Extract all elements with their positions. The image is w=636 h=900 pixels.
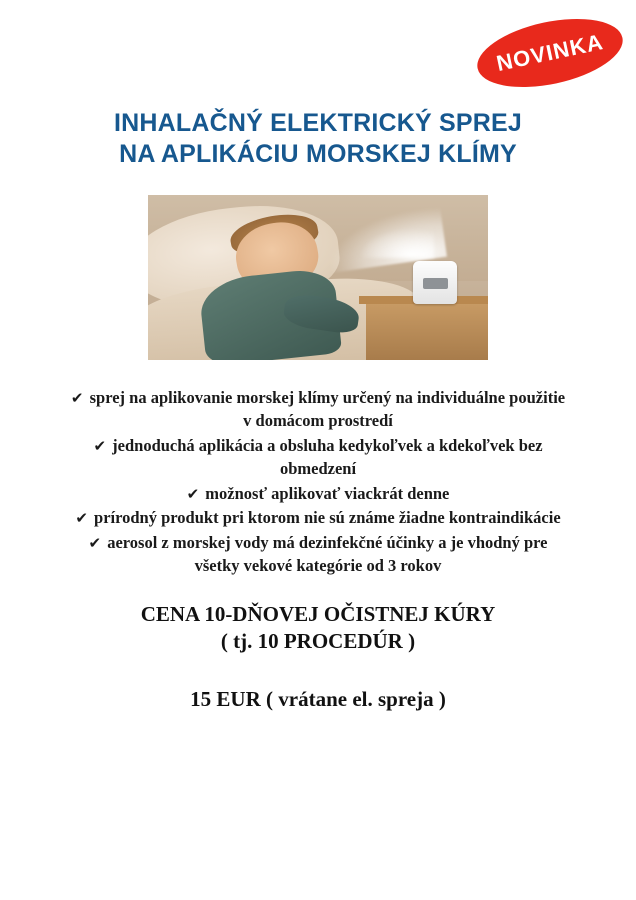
list-item-label: jednoduchá aplikácia a obsluha kedykoľvek a kdekoľvek bez obmedzení (112, 435, 543, 479)
check-icon: ✔ (93, 436, 107, 455)
check-icon: ✔ (75, 509, 88, 528)
list-item (68, 506, 568, 529)
price-block (38, 601, 598, 712)
product-photo (148, 195, 488, 360)
check-icon: ✔ (70, 389, 84, 407)
photo-inhaler-device (413, 261, 457, 304)
list-item (68, 386, 568, 433)
page-title-line-2: NA APLIKÁCIU MORSKEJ KLÍMY (119, 139, 517, 168)
list-item-label: možnosť aplikovať viackrát denne (205, 483, 450, 503)
photo-mist-core (359, 228, 434, 258)
price-subheading: ( tj. 10 PROCEDÚR ) (220, 629, 416, 654)
list-item (68, 434, 568, 481)
list-item-label: prírodný produkt pri ktorom nie sú známe žiadne kontraindikácie (94, 508, 561, 528)
check-icon: ✔ (88, 533, 102, 552)
price-heading: CENA 10-DŇOVEJ OČISTNEJ KÚRY (140, 602, 496, 627)
list-item (68, 482, 568, 505)
novinka-badge-label: NOVINKA (494, 29, 606, 77)
list-item (68, 531, 568, 578)
photo-nightstand (366, 304, 488, 360)
product-photo-image (148, 195, 488, 360)
check-icon: ✔ (186, 484, 200, 503)
feature-list (68, 386, 568, 577)
price-amount: 15 EUR ( vrátane el. spreja ) (190, 687, 446, 712)
photo-inhaler-window (423, 278, 448, 289)
list-item-label: aerosol z morskej vody má dezinfekčné účinky a je vhodný pre všetky vekové kategórie od 3 rokov (107, 532, 548, 575)
page-title-line-1: INHALAČNÝ ELEKTRICKÝ SPREJ (113, 109, 523, 137)
list-item-label: sprej na aplikovanie morskej klímy určený na individuálne použitie v domácom prostredí (89, 388, 566, 431)
